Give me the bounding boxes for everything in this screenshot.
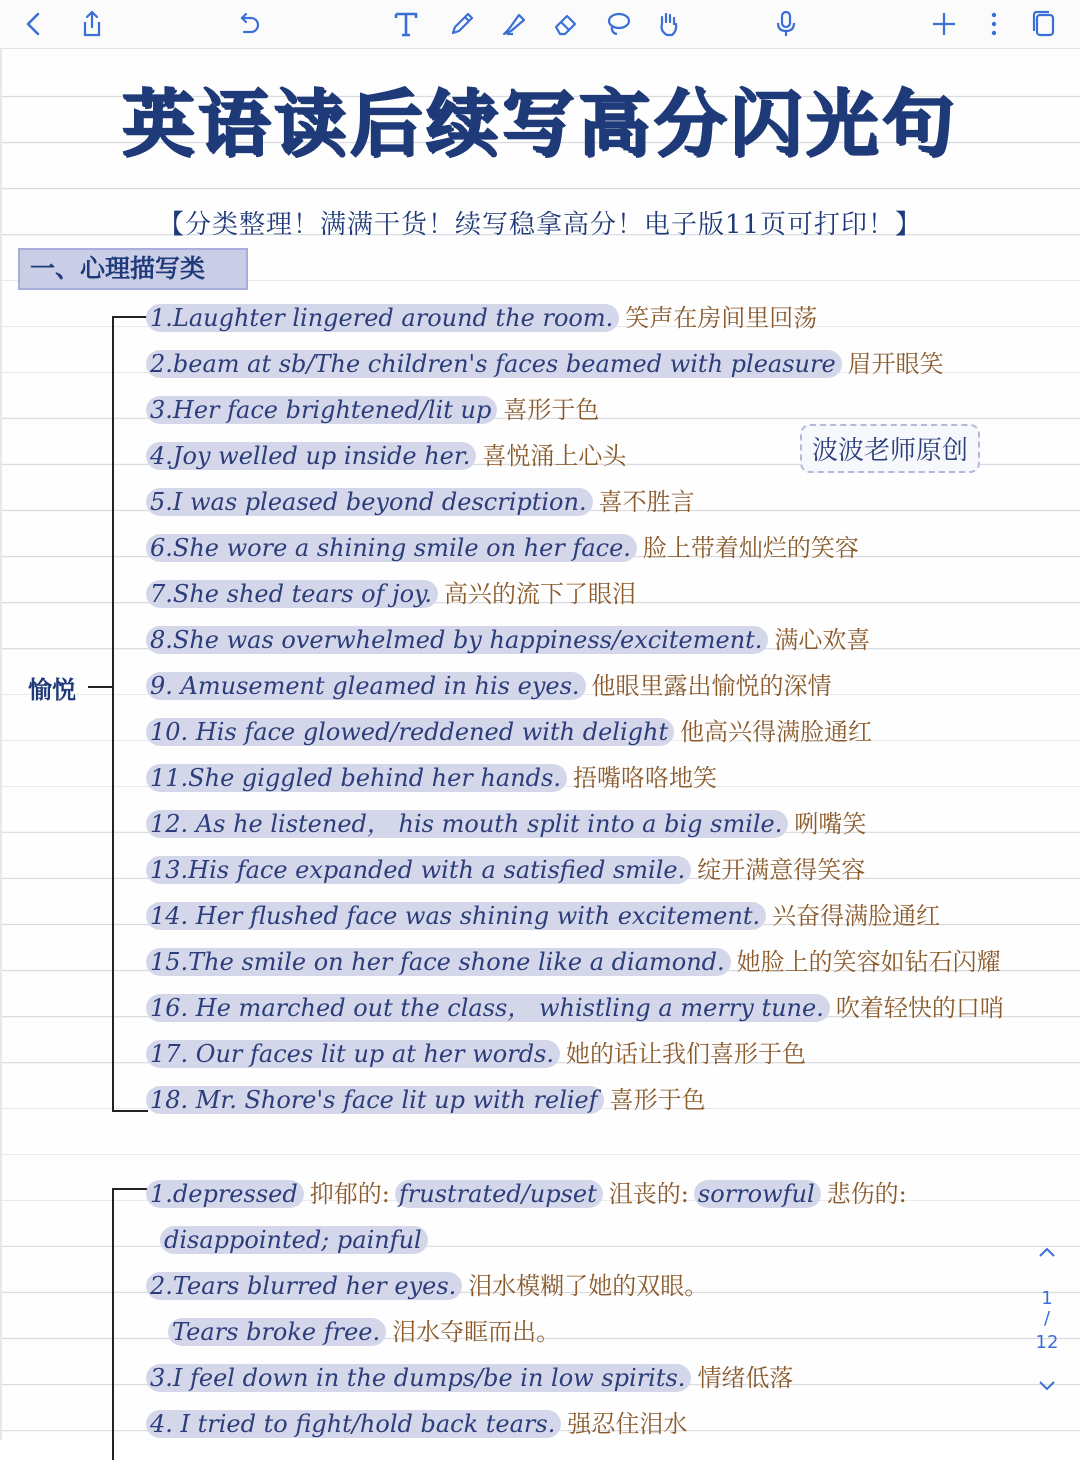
current-page: 1 [1041,1288,1053,1309]
list-item [146,666,832,706]
english-phrase: 4. I tried to fight/hold back tears. [146,1410,561,1438]
group-label: 愉悦 [28,676,76,704]
english-phrase: sorrowful [694,1180,821,1208]
page-up-icon[interactable] [1032,1242,1062,1269]
list-item [146,1080,706,1120]
list-item [146,1034,806,1074]
english-phrase: 17. Our faces lit up at her words. [146,1040,560,1068]
english-phrase: 5.I was pleased beyond description. [146,488,593,516]
list-item [146,390,599,430]
chinese-translation: 情绪低落 [697,1364,794,1392]
list-item [146,344,944,384]
chinese-translation: 泪水夺眶而出。 [392,1318,561,1346]
chinese-translation: 沮丧的: [608,1180,689,1208]
english-phrase: 7.She shed tears of joy. [146,580,438,608]
chinese-translation: 他眼里露出愉悦的深情 [591,672,832,700]
hand-icon[interactable] [646,2,690,46]
total-pages: 12 [1035,1332,1059,1353]
page-down-icon[interactable] [1032,1374,1062,1401]
english-phrase: 15.The smile on her face shone like a diamond. [146,948,731,976]
chinese-translation: 捂嘴咯咯地笑 [572,764,717,792]
english-phrase: 1.Laughter lingered around the room. [146,304,619,332]
chinese-translation: 绽开满意得笑容 [697,856,866,884]
chinese-translation: 喜不胜言 [598,488,695,516]
english-phrase: 9. Amusement gleamed in his eyes. [146,672,586,700]
chinese-translation: 泪水模糊了她的双眼。 [468,1272,709,1300]
list-item [146,1404,687,1444]
text-tool-icon[interactable] [384,2,428,46]
highlighter-icon[interactable] [492,2,536,46]
undo-icon[interactable] [226,2,270,46]
author-stamp: 波波老师原创 [800,424,980,473]
page-separator: / [1043,1308,1051,1329]
chinese-translation: 她的话让我们喜形于色 [566,1040,807,1068]
section-header: 一、心理描写类 [18,248,248,290]
english-phrase: frustrated/upset [395,1180,603,1208]
share-icon[interactable] [70,2,114,46]
chinese-translation: 她脸上的笑容如钻石闪耀 [736,948,1001,976]
group-connector [88,686,112,688]
toolbar [0,0,1080,49]
list-item [146,1358,793,1398]
list-item [160,1220,428,1260]
list-item [146,298,817,338]
english-phrase: 3.I feel down in the dumps/be in low spirits. [146,1364,691,1392]
list-item [146,942,1001,982]
english-phrase: 14. Her flushed face was shining with excitement. [146,902,766,930]
list-item [146,436,626,476]
page-title: 英语读后续写高分闪光句 [121,82,958,166]
list-item [168,1312,560,1352]
english-phrase: 12. As he listened， his mouth split into a big smile. [146,810,788,838]
english-phrase: 18. Mr. Shore's face lit up with relief [146,1086,604,1114]
pages-icon[interactable] [1022,2,1066,46]
chinese-translation: 他高兴得满脸通红 [680,718,873,746]
chinese-translation: 悲伤的: [826,1180,907,1208]
pen-icon[interactable] [440,2,484,46]
subtitle: 【分类整理！满满干货！续写稳拿高分！电子版11页可打印！】 [157,210,923,240]
chinese-translation: 咧嘴笑 [794,810,867,838]
english-phrase: 16. He marched out the class， whistling a merry tune. [146,994,830,1022]
english-phrase: disappointed; painful [160,1226,428,1254]
chinese-translation: 脸上带着灿烂的笑容 [642,534,859,562]
english-phrase: 2.Tears blurred her eyes. [146,1272,462,1300]
english-phrase: 6.She wore a shining smile on her face. [146,534,637,562]
chinese-translation: 抑郁的: [309,1180,390,1208]
list-item [146,528,859,568]
list-item [146,804,866,844]
english-phrase: Tears broke free. [168,1318,386,1346]
list-item [146,850,865,890]
chinese-translation: 眉开眼笑 [847,350,944,378]
english-phrase: 3.Her face brightened/lit up [146,396,497,424]
back-icon[interactable] [12,2,56,46]
english-phrase: 1.depressed [146,1180,304,1208]
chinese-translation: 高兴的流下了眼泪 [444,580,637,608]
add-icon[interactable] [922,2,966,46]
lasso-icon[interactable] [596,2,640,46]
chinese-translation: 笑声在房间里回荡 [625,304,818,332]
list-item [146,620,870,660]
english-phrase: 13.His face expanded with a satisfied smile. [146,856,691,884]
english-phrase: 2.beam at sb/The children's faces beamed with pleasure [146,350,842,378]
microphone-icon[interactable] [764,2,808,46]
chinese-translation: 喜悦涌上心头 [482,442,627,470]
english-phrase: 11.She giggled behind her hands. [146,764,567,792]
chinese-translation: 强忍住泪水 [567,1410,688,1438]
chinese-translation: 兴奋得满脸通红 [772,902,941,930]
list-item [146,758,717,798]
english-phrase: 4.Joy welled up inside her. [146,442,476,470]
list-item [146,1174,907,1214]
group-bracket [112,316,148,1112]
more-icon[interactable] [972,2,1016,46]
list-item [146,896,940,936]
chinese-translation: 喜形于色 [609,1086,706,1114]
list-item [146,1266,708,1306]
english-phrase: 8.She was overwhelmed by happiness/excitement. [146,626,768,654]
english-phrase: 10. His face glowed/reddened with delight [146,718,674,746]
chinese-translation: 喜形于色 [503,396,600,424]
list-item [146,482,695,522]
list-item [146,574,636,614]
list-item [146,988,1004,1028]
chinese-translation: 满心欢喜 [774,626,871,654]
chinese-translation: 吹着轻快的口哨 [835,994,1004,1022]
group-bracket-2 [112,1188,148,1460]
eraser-icon[interactable] [544,2,588,46]
list-item [146,712,872,752]
